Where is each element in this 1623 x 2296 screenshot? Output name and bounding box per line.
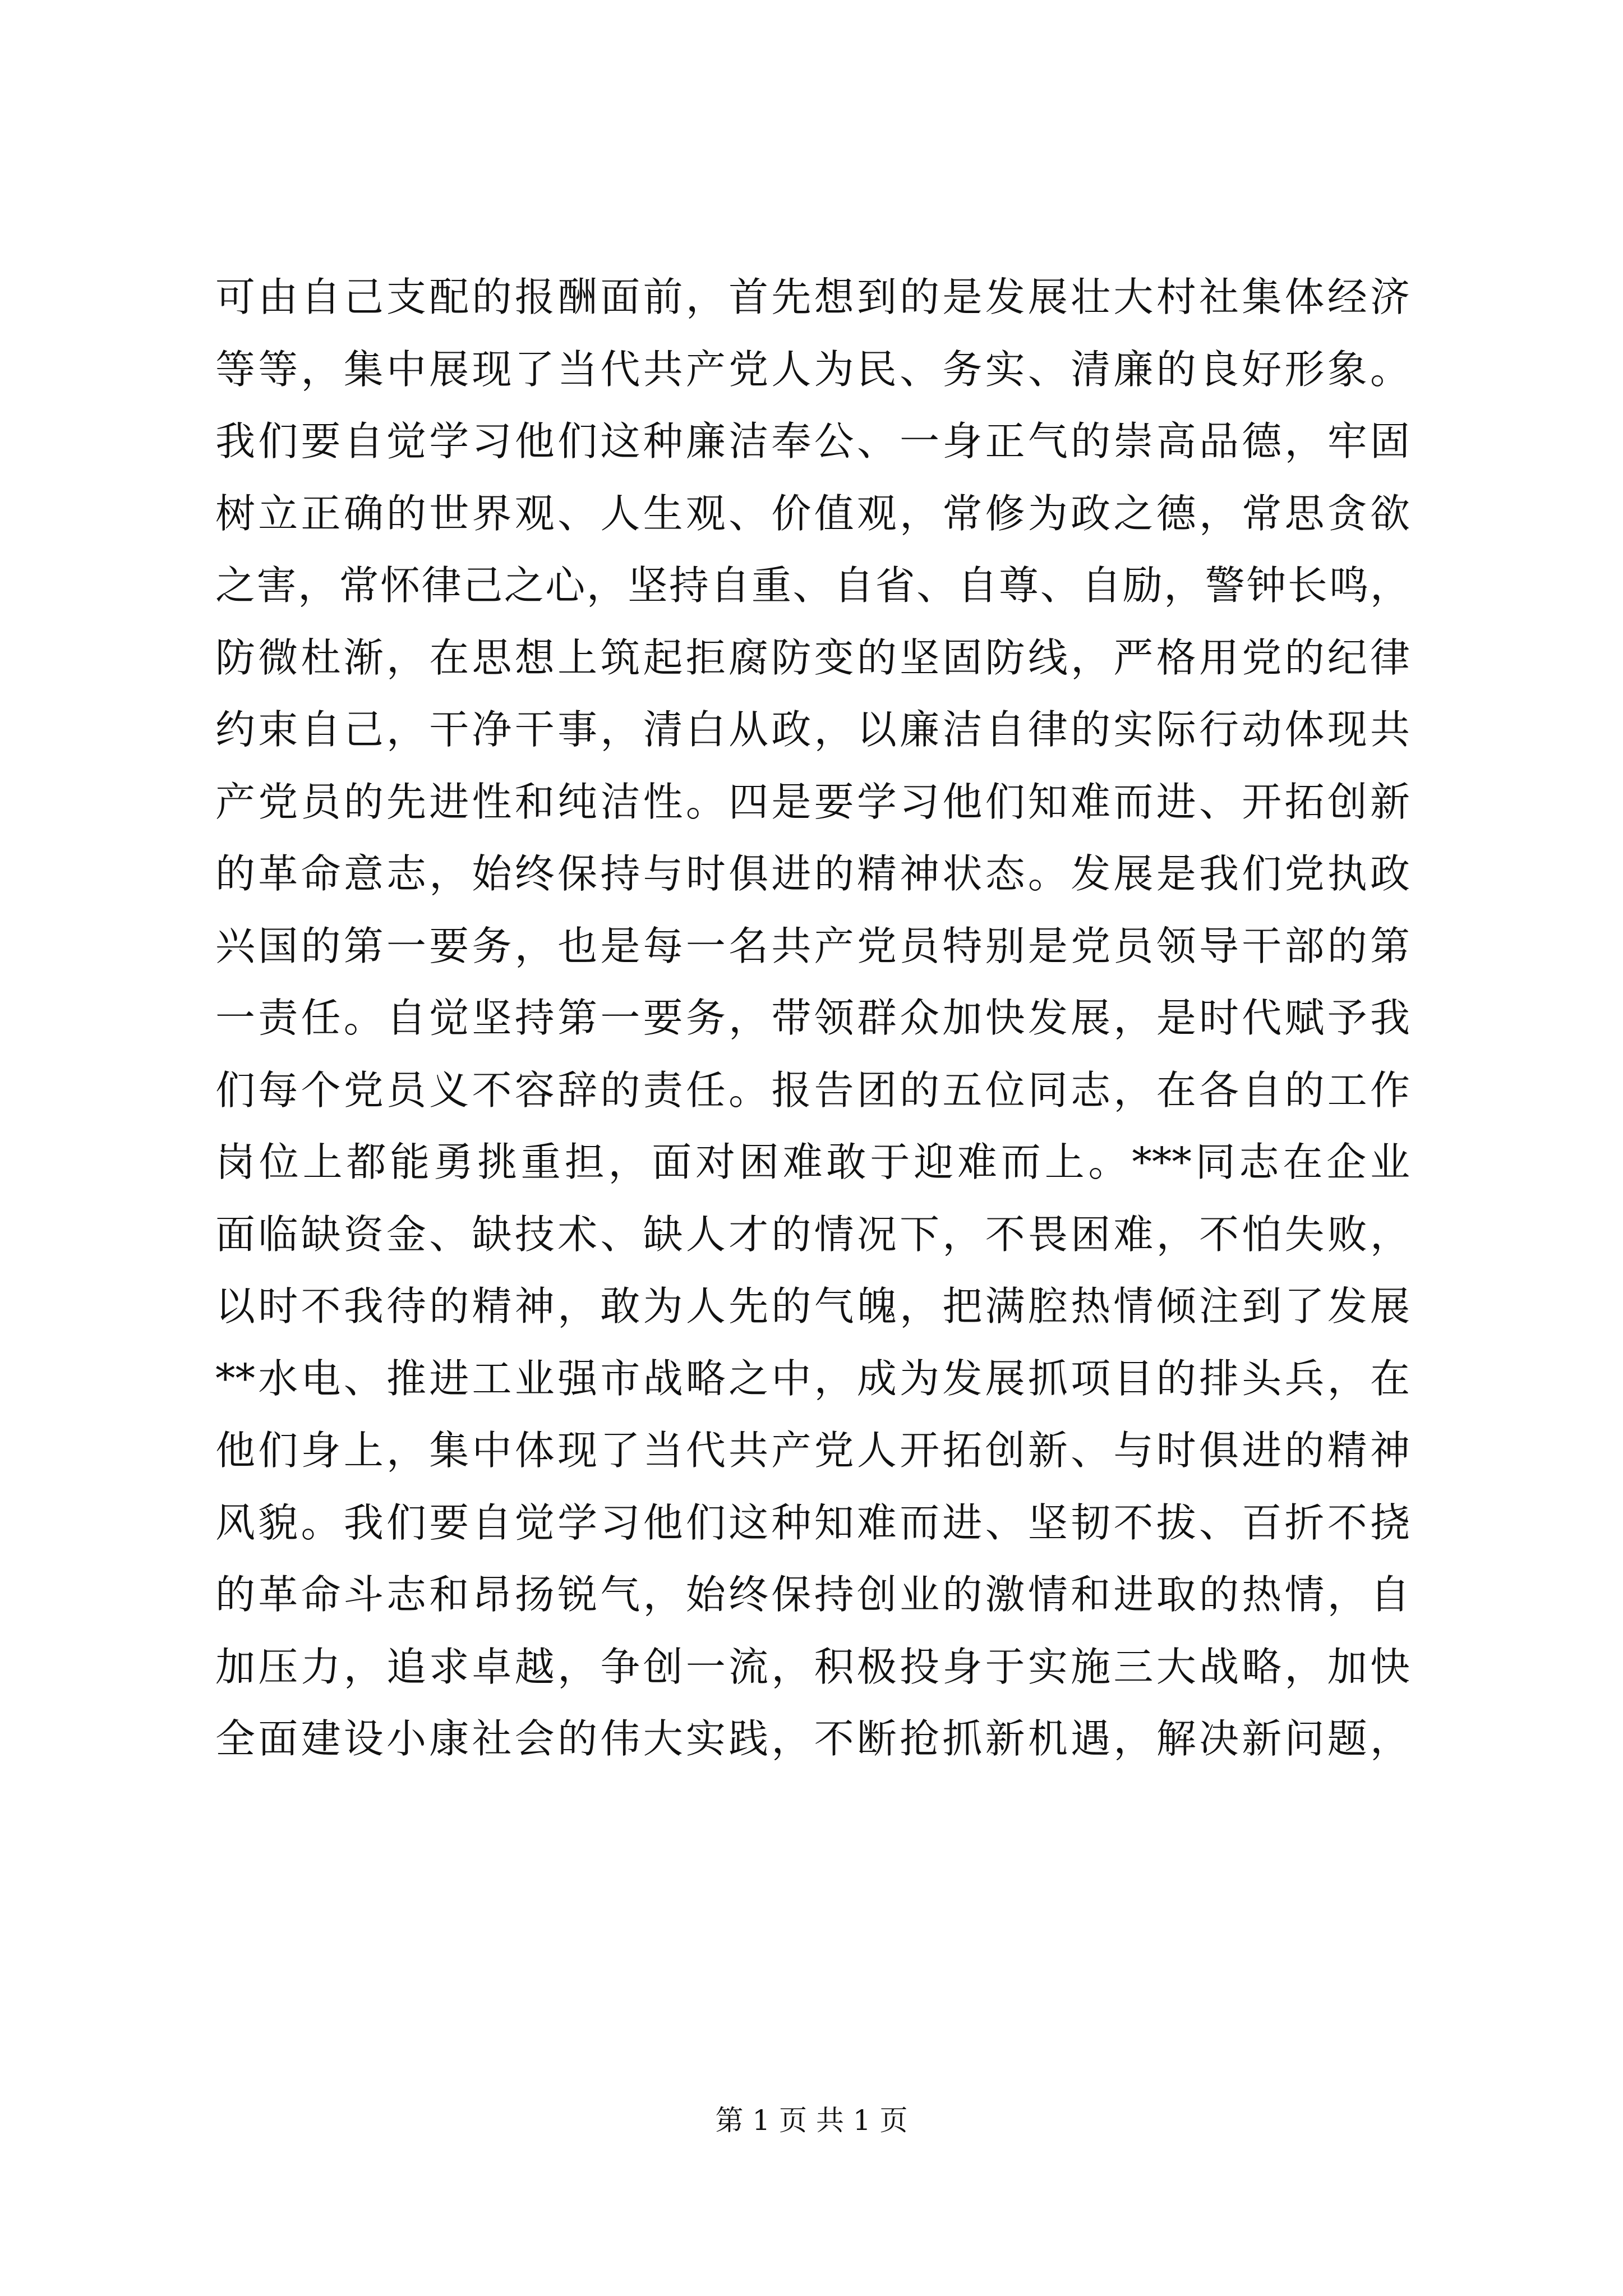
text-line: 树立正确的世界观、人生观、价值观，常修为政之德，常思贪欲 xyxy=(215,490,1410,537)
text-line: 岗位上都能勇挑重担，面对困难敢于迎难而上。***同志在企业 xyxy=(215,1139,1410,1185)
text-line: 可由自己支配的报酬面前，首先想到的是发展壮大村社集体经济 xyxy=(215,274,1410,320)
text-line: **水电、推进工业强市战略之中，成为发展抓项目的排头兵，在 xyxy=(215,1355,1410,1402)
text-line: 之害，常怀律己之心，坚持自重、自省、自尊、自励，警钟长鸣， xyxy=(215,562,1410,609)
text-line: 一责任。自觉坚持第一要务，带领群众加快发展，是时代赋予我 xyxy=(215,995,1410,1041)
page-footer: 第 1 页 共 1 页 xyxy=(715,2104,908,2137)
text-line: 的革命斗志和昂扬锐气，始终保持创业的激情和进取的热情，自 xyxy=(215,1571,1410,1618)
text-line: 加压力，追求卓越，争创一流，积极投身于实施三大战略，加快 xyxy=(215,1643,1410,1690)
body-text xyxy=(215,261,1410,1775)
text-line: 风貌。我们要自觉学习他们这种知难而进、坚韧不拔、百折不挠 xyxy=(215,1499,1410,1546)
text-line: 他们身上，集中体现了当代共产党人开拓创新、与时俱进的精神 xyxy=(215,1427,1410,1474)
text-line: 兴国的第一要务，也是每一名共产党员特别是党员领导干部的第 xyxy=(215,922,1410,969)
text-line: 们每个党员义不容辞的责任。报告团的五位同志，在各自的工作 xyxy=(215,1066,1410,1114)
text-line: 等等，集中展现了当代共产党人为民、务实、清廉的良好形象。 xyxy=(215,346,1410,393)
text-line: 产党员的先进性和纯洁性。四是要学习他们知难而进、开拓创新 xyxy=(215,778,1410,825)
text-line: 的革命意志，始终保持与时俱进的精神状态。发展是我们党执政 xyxy=(215,850,1410,897)
text-line: 全面建设小康社会的伟大实践，不断抢抓新机遇，解决新问题， xyxy=(215,1715,1410,1762)
text-line: 面临缺资金、缺技术、缺人才的情况下，不畏困难，不怕失败， xyxy=(215,1211,1410,1258)
text-line: 约束自己，干净干事，清白从政，以廉洁自律的实际行动体现共 xyxy=(215,706,1410,753)
text-line: 防微杜渐，在思想上筑起拒腐防变的坚固防线，严格用党的纪律 xyxy=(215,634,1410,681)
text-line: 我们要自觉学习他们这种廉洁奉公、一身正气的崇高品德，牢固 xyxy=(215,418,1410,464)
text-line: 以时不我待的精神，敢为人先的气魄，把满腔热情倾注到了发展 xyxy=(215,1283,1410,1329)
